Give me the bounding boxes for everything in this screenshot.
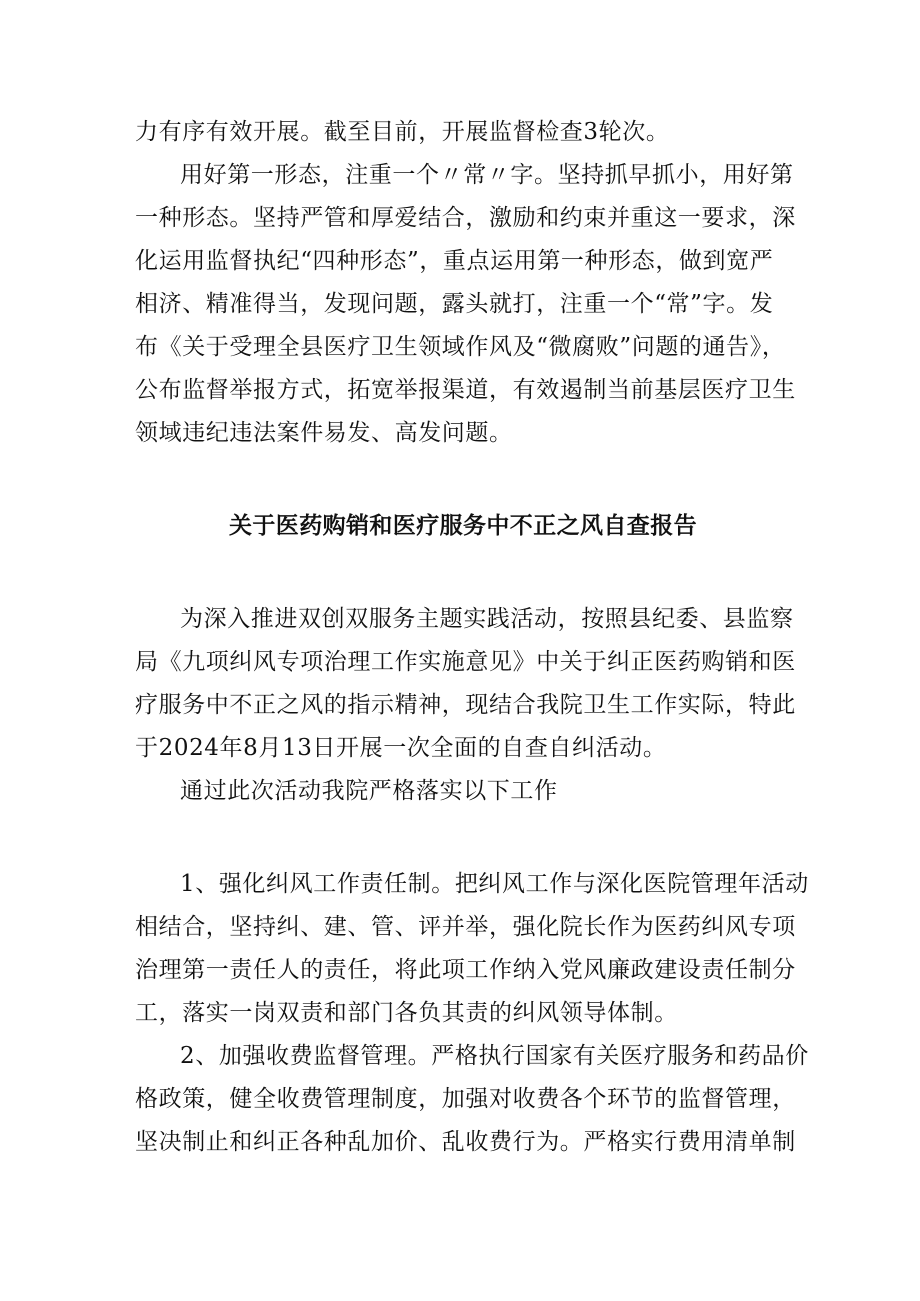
text-line: 2、加强收费监督管理。严格执行国家有关医疗服务和药品价 (180, 1043, 809, 1069)
text-line: 布《关于受理全县医疗卫生领域作风及“微腐败”问题的通告》， (135, 334, 786, 360)
text-line: 于2024年8月13日开展一次全面的自查自纠活动。 (135, 735, 667, 761)
text-line: 相结合，坚持纠、建、管、评并举，强化院长作为医药纠风专项 (135, 914, 796, 940)
text-line: 相济、精准得当，发现问题，露头就打，注重一个“常”字。发 (135, 291, 774, 317)
text-line: 局《九项纠风专项治理工作实施意见》中关于纠正医药购销和医 (135, 649, 796, 675)
text-line: 工，落实一岗双责和部门各负其责的纠风领导体制。 (135, 1000, 678, 1026)
text-line: 一种形态。坚持严管和厚爱结合，激励和约束并重这一要求，深 (135, 205, 796, 231)
text-line: 1、强化纠风工作责任制。把纠风工作与深化医院管理年活动 (180, 871, 809, 897)
text-line: 格政策，健全收费管理制度，加强对收费各个环节的监督管理， (135, 1086, 796, 1112)
text-line: 力有序有效开展。截至目前，开展监督检查3轮次。 (135, 119, 670, 145)
text-line: 疗服务中不正之风的指示精神，现结合我院卫生工作实际，特此 (135, 692, 796, 718)
text-line: 坚决制止和纠正各种乱加价、乱收费行为。严格实行费用清单制 (135, 1129, 796, 1155)
section-title: 关于医药购销和医疗服务中不正之风自查报告 (229, 512, 697, 539)
text-line: 化运用监督执纪“四种形态”，重点运用第一种形态，做到宽严 (135, 248, 774, 274)
text-line: 治理第一责任人的责任，将此项工作纳入党风廉政建设责任制分 (135, 957, 796, 983)
text-line: 用好第一形态，注重一个〃常〃字。坚持抓早抓小，用好第 (180, 162, 794, 188)
text-line: 公布监督举报方式，拓宽举报渠道，有效遏制当前基层医疗卫生 (135, 377, 796, 403)
text-line: 领域违纪违法案件易发、高发问题。 (135, 420, 513, 446)
text-line: 通过此次活动我院严格落实以下工作 (180, 778, 558, 804)
text-line: 为深入推进双创双服务主题实践活动，按照县纪委、县监察 (180, 606, 794, 632)
